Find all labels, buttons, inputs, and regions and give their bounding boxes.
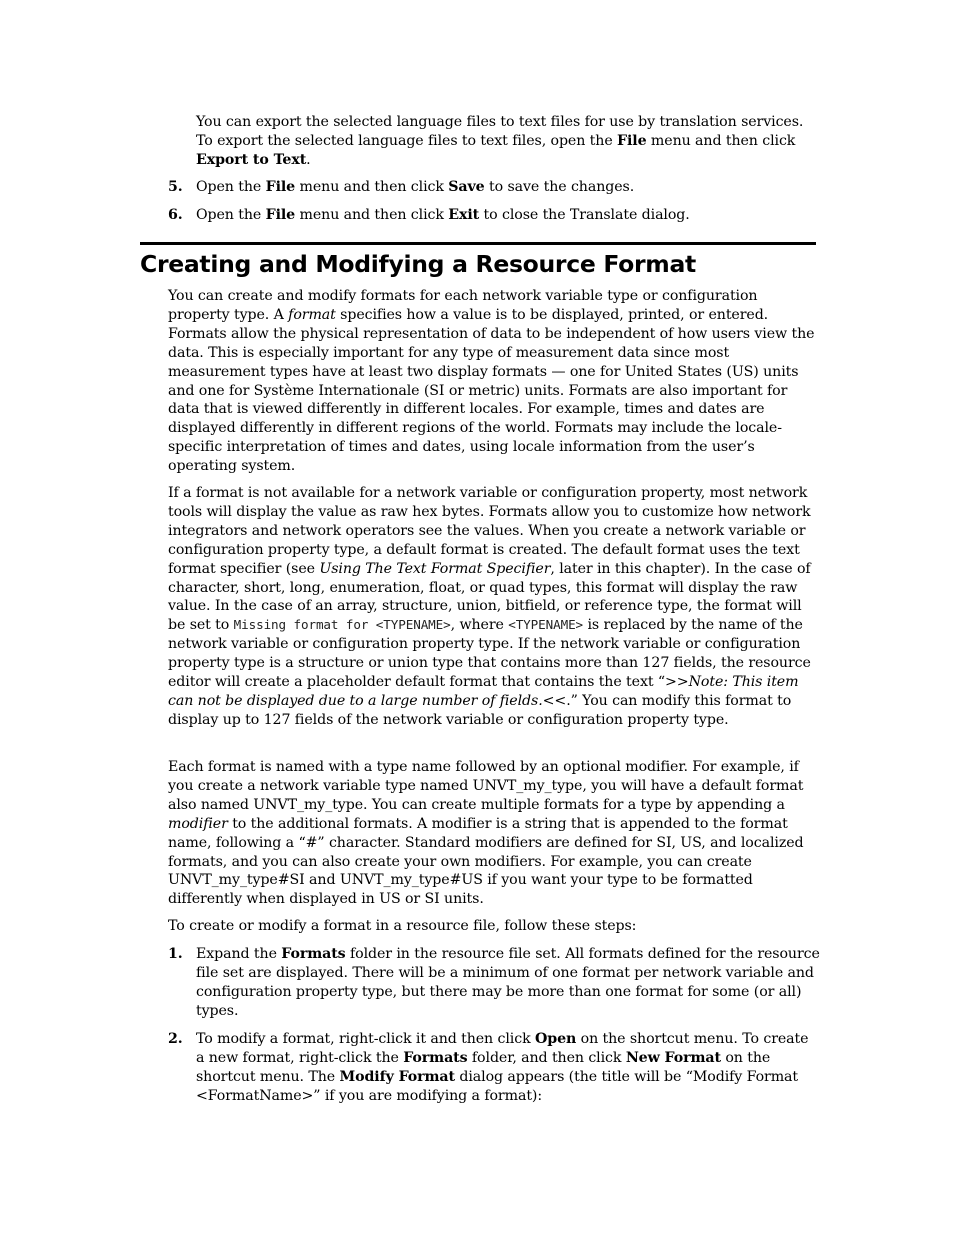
italic-term: Note: This item can not be displayed due to a large number of fields. — [168, 674, 799, 709]
step-number: 1. — [168, 946, 183, 962]
bold-term: Modify Format — [339, 1068, 455, 1085]
step-text: To modify a format, right-click it and then click Open on the shortcut menu. To create a new format, right-click the Formats folder, and then click New Format on the shortcut menu. The Modify Format dialog appears (the title will be “Modify Format <FormatName>” if you are modifying a format): — [196, 1031, 809, 1104]
body-paragraph: If a format is not available for a network variable or configuration property, most network tools will display the value as raw hex bytes. Formats allow you to customize how network integrators and network operators see the values. When you create a network variable or configuration property type, a default format is created. The default format uses the text format specifier (see Using The Text Format Specifier, later in this chapter). In the case of character, short, long, enumeration, float, or quad types, this format will display the raw value. In the case of an array, structure, union, bitfield, or reference type, the format will be set to Missing format for <TYPENAME>, where <TYPENAME> is replaced by the name of the network variable or configuration property type. If the network variable or configuration property type is a structure or union type that contains more than 127 fields, the resource editor will create a placeholder default format that contains the text “>>Note: This item can not be displayed due to a large number of fields.<<.” You can modify this format to display up to 127 fields of the network variable or configuration property type. — [168, 485, 811, 728]
step-text: Expand the Formats folder in the resource file set. All formats defined for the resource file set are displayed. There will be a minimum of one format per network variable and configuration property type, but there may be more than one format for some (or all) types. — [196, 946, 820, 1019]
step-number: 2. — [168, 1031, 183, 1047]
bold-term: Formats — [281, 946, 346, 962]
section-heading: Creating and Modifying a Resource Format — [140, 250, 696, 278]
bold-term: Formats — [403, 1049, 468, 1066]
intro-paragraph: You can export the selected language files to text files for use by translation services. To export the selected language files to text files, open the File menu and then click Export to Text. — [196, 114, 804, 168]
bold-term: Exit — [448, 207, 480, 223]
code-text: <TYPENAME> — [508, 617, 584, 633]
bold-term: Export to Text — [196, 151, 307, 168]
italic-term: modifier — [168, 815, 228, 832]
section-rule — [140, 242, 816, 245]
body-paragraph: To create or modify a format in a resource file, follow these steps: — [168, 918, 637, 934]
italic-term: Using The Text Format Specifier — [319, 560, 551, 577]
step-text: Open the File menu and then click Save to save the changes. — [196, 179, 635, 195]
bold-term: File — [617, 132, 647, 149]
step-number: 5. — [168, 179, 183, 195]
bold-term: File — [265, 179, 296, 195]
bold-term: New Format — [625, 1049, 721, 1066]
italic-term: format — [288, 306, 336, 323]
bold-term: Save — [448, 179, 485, 195]
step-number: 6. — [168, 207, 183, 223]
body-paragraph: Each format is named with a type name followed by an optional modifier. For example, if you create a network variable type named UNVT_my_type, you will have a default format also named UNVT_my_type. You can create multiple formats for a type by appending a modifier to the additional formats. A modifier is a string that is appended to the format name, following a “#” character. Standard modifiers are defined for SI, US, and localized formats, and you can also create your own modifiers. For example, you can create UNVT_my_type#SI and UNVT_my_type#US if you want your type to be formatted differently when displayed in US or SI units. — [168, 759, 804, 908]
body-paragraph: You can create and modify formats for each network variable type or configuration property type. A format specifies how a value is to be displayed, printed, or entered. Formats allow the physical representation of data to be independent of how users view the data. This is especially important for any type of measurement data since most measurement types have at least two display formats — one for United States (US) units and one for Système Internationale (SI or metric) units. Formats are also important for data that is viewed differently in different locales. For example, times and dates are displayed differently in different regions of the world. Formats may include the locale-specific interpretation of times and dates, using locale information from the user’s operating system. — [168, 288, 815, 475]
step-text: Open the File menu and then click Exit to close the Translate dialog. — [196, 207, 690, 223]
bold-term: File — [265, 207, 296, 223]
bold-term: Open — [534, 1031, 577, 1047]
code-text: Missing format for <TYPENAME> — [233, 617, 451, 633]
